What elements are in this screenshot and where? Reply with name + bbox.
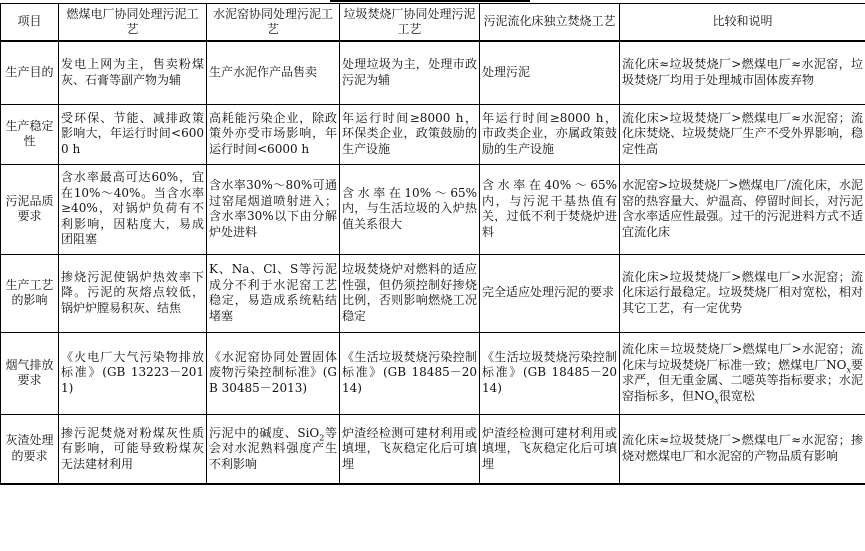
cell-coal-plant: 发电上网为主，售卖粉煤灰、石膏等副产物为辅: [59, 41, 207, 104]
cell-waste-incineration: 含水率在10%～65%内，与生活垃圾的入炉热值关系很大: [340, 164, 480, 254]
table-row: [1, 254, 865, 332]
header-row: [1, 4, 865, 42]
cell-comparison: 流化床>垃圾焚烧厂>燃煤电厂≈水泥窑；流化床焚烧、垃圾焚烧厂生产不受外界影响，稳定性高: [620, 104, 865, 164]
table-row: [1, 104, 865, 164]
cell-fluidized-bed: 处理污泥: [480, 41, 620, 104]
cell-cement-kiln: 含水率30%～80%可通过窑尾烟道喷射进入；含水率30%以下由分解炉处进料: [207, 164, 340, 254]
header-item: 项目: [1, 4, 59, 42]
header-fluidized-bed: 污泥流化床独立焚烧工艺: [480, 4, 620, 42]
table-header: [1, 4, 865, 42]
header-cement-kiln: 水泥窑协同处理污泥工艺: [207, 4, 340, 42]
table-body: [1, 41, 865, 484]
row-label: 灰渣处理的要求: [1, 414, 59, 484]
row-label: 生产稳定性: [1, 104, 59, 164]
header-coal-plant: 燃煤电厂协同处理污泥工艺: [59, 4, 207, 42]
header-comparison: 比较和说明: [620, 4, 865, 42]
cell-comparison: 流化床≈垃圾焚烧厂>燃煤电厂≈水泥窑，垃圾焚烧厂均用于处理城市固体废弃物: [620, 41, 865, 104]
cell-waste-incineration: 《生活垃圾焚烧污染控制标准》(GB 18485－2014): [340, 332, 480, 414]
cell-cement-kiln: 生产水泥作产品售卖: [207, 41, 340, 104]
cell-fluidized-bed: 含水率在40%～65%内，与污泥干基热值有关，过低不利于焚烧炉进料: [480, 164, 620, 254]
row-label: 生产工艺的影响: [1, 254, 59, 332]
table-row: [1, 414, 865, 484]
row-label: 生产目的: [1, 41, 59, 104]
cell-fluidized-bed: 炉渣经检测可建材利用或填埋，飞灰稳定化后可填埋: [480, 414, 620, 484]
cell-coal-plant: 受环保、节能、减排政策影响大，年运行时间<6000 h: [59, 104, 207, 164]
cell-comparison: 流化床>垃圾焚烧厂>燃煤电厂>水泥窑；流化床运行最稳定。垃圾焚烧厂相对宽松，相对其它工艺，有一定优势: [620, 254, 865, 332]
cell-waste-incineration: 炉渣经检测可建材利用或填埋，飞灰稳定化后可填埋: [340, 414, 480, 484]
table-row: [1, 41, 865, 104]
table-row: [1, 332, 865, 414]
cell-cement-kiln: 污泥中的碱度、SiO$_2$等会对水泥熟料强度产生不利影响: [207, 414, 340, 484]
cell-comparison: 流化床≈垃圾焚烧厂>燃煤电厂≈水泥窑；掺烧对燃煤电厂和水泥窑的产物品质有影响: [620, 414, 865, 484]
cell-fluidized-bed: 完全适应处理污泥的要求: [480, 254, 620, 332]
table-row: [1, 164, 865, 254]
comparison-table: [0, 3, 865, 485]
cell-cement-kiln: 高耗能污染企业，除政策外亦受市场影响，年运行时间<6000 h: [207, 104, 340, 164]
cell-fluidized-bed: 《生活垃圾焚烧污染控制标准》(GB 18485－2014): [480, 332, 620, 414]
cell-coal-plant: 掺烧污泥使锅炉热效率下降。污泥的灰熔点较低，锅炉炉膛易积灰、结焦: [59, 254, 207, 332]
cell-waste-incineration: 垃圾焚烧炉对燃料的适应性强，但仍须控制好掺烧比例，否则影响燃烧工况稳定: [340, 254, 480, 332]
cell-cement-kiln: 《水泥窑协同处置固体废物污染控制标准》(GB 30485－2013): [207, 332, 340, 414]
cell-comparison: 水泥窑>垃圾焚烧厂>燃煤电厂/流化床，水泥窑的热容量大、炉温高、停留时间长，对污泥含水率适应性最强。过干的污泥进料方式不适宜流化床: [620, 164, 865, 254]
cell-coal-plant: 《火电厂大气污染物排放标准》(GB 13223－2011): [59, 332, 207, 414]
cell-coal-plant: 含水率最高可达60%，宜在10%～40%。当含水率≥40%，对锅炉负荷有不利影响，因粘度大，易成团阻塞: [59, 164, 207, 254]
cell-comparison: 流化床＝垃圾焚烧厂>燃煤电厂>水泥窑；流化床与垃圾焚烧厂标准一致；燃煤电厂$NO_x$要求严，但无重金属、二噁英等指标要求；水泥窑指标多，但$NO_x$很宽松: [620, 332, 865, 414]
cell-waste-incineration: 年运行时间≥8000 h，环保类企业，政策鼓励的生产设施: [340, 104, 480, 164]
cell-coal-plant: 掺污泥焚烧对粉煤灰性质有影响，可能导致粉煤灰无法建材利用: [59, 414, 207, 484]
cell-cement-kiln: K、Na、Cl、S等污泥成分不利于水泥窑工艺稳定，易造成系统粘结堵塞: [207, 254, 340, 332]
row-label: 烟气排放要求: [1, 332, 59, 414]
header-waste-incineration: 垃圾焚烧厂协同处理污泥工艺: [340, 4, 480, 42]
top-rule: [330, 0, 530, 2]
row-label: 污泥品质要求: [1, 164, 59, 254]
cell-waste-incineration: 处理垃圾为主，处理市政污泥为辅: [340, 41, 480, 104]
cell-fluidized-bed: 年运行时间≥8000 h，市政类企业，亦属政策鼓励的生产设施: [480, 104, 620, 164]
